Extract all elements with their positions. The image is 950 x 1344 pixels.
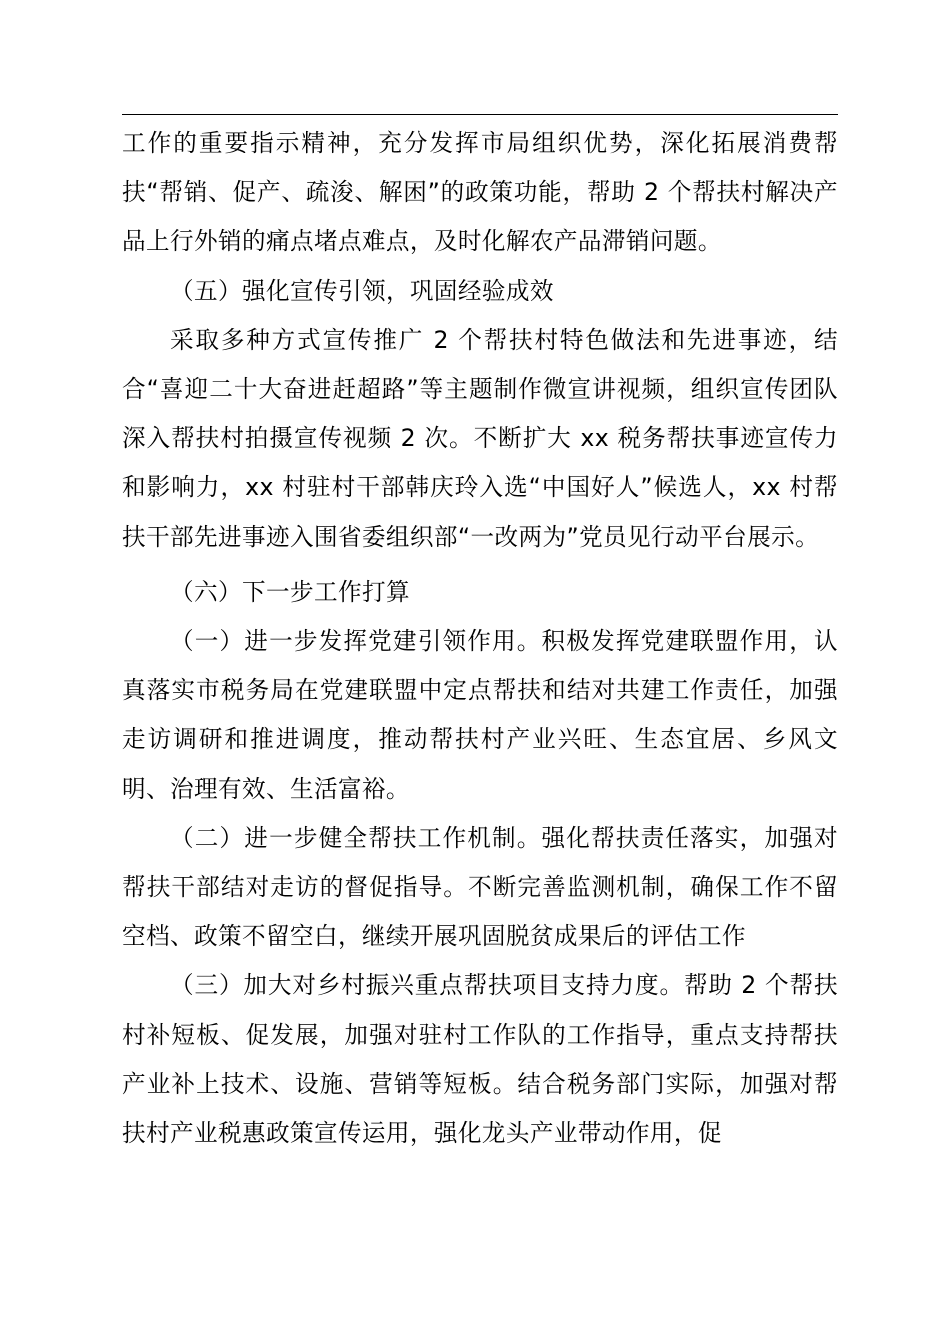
header-rule <box>122 114 838 115</box>
section-heading-five: （五）强化宣传引领，巩固经验成效 <box>170 276 554 305</box>
paragraph-continuation: 工作的重要指示精神，充分发挥市局组织优势，深化拓展消费帮扶“帮销、促产、疏浚、解困”的政策功能，帮助 2 个帮扶村解决产品上行外销的痛点堵点难点，及时化解农产品滞销问题。 <box>122 129 838 256</box>
paragraph-next-step-two: （二）进一步健全帮扶工作机制。强化帮扶责任落实，加强对帮扶干部结对走访的督促指导。不断完善监测机制，确保工作不留空档、政策不留空白，继续开展巩固脱贫成果后的评估工作 <box>122 823 838 951</box>
paragraph-publicity: 采取多种方式宣传推广 2 个帮扶村特色做法和先进事迹，结合“喜迎二十大奋进赶超路”等主题制作微宣讲视频，组织宣传团队深入帮扶村拍摄宣传视频 2 次。不断扩大 xx 税务帮扶事迹宣传力和影响力，xx 村驻村干部韩庆玲入选“中国好人”候选人，xx 村帮扶干部先进事迹入围省委组织部“一改两为”党员见行动平台展示。 <box>122 325 838 551</box>
document-body <box>122 119 838 1158</box>
paragraph-next-step-one: （一）进一步发挥党建引领作用。积极发挥党建联盟作用，认真落实市税务局在党建联盟中定点帮扶和结对共建工作责任，加强走访调研和推进调度，推动帮扶村产业兴旺、生态宜居、乡风文明、治理有效、生活富裕。 <box>122 627 838 803</box>
section-heading-six: （六）下一步工作打算 <box>170 577 410 606</box>
paragraph-next-step-three: （三）加大对乡村振兴重点帮扶项目支持力度。帮助 2 个帮扶村补短板、促发展，加强对驻村工作队的工作指导，重点支持帮扶产业补上技术、设施、营销等短板。结合税务部门实际，加强对帮扶村产业税惠政策宣传运用，强化龙头产业带动作用，促 <box>122 971 838 1148</box>
